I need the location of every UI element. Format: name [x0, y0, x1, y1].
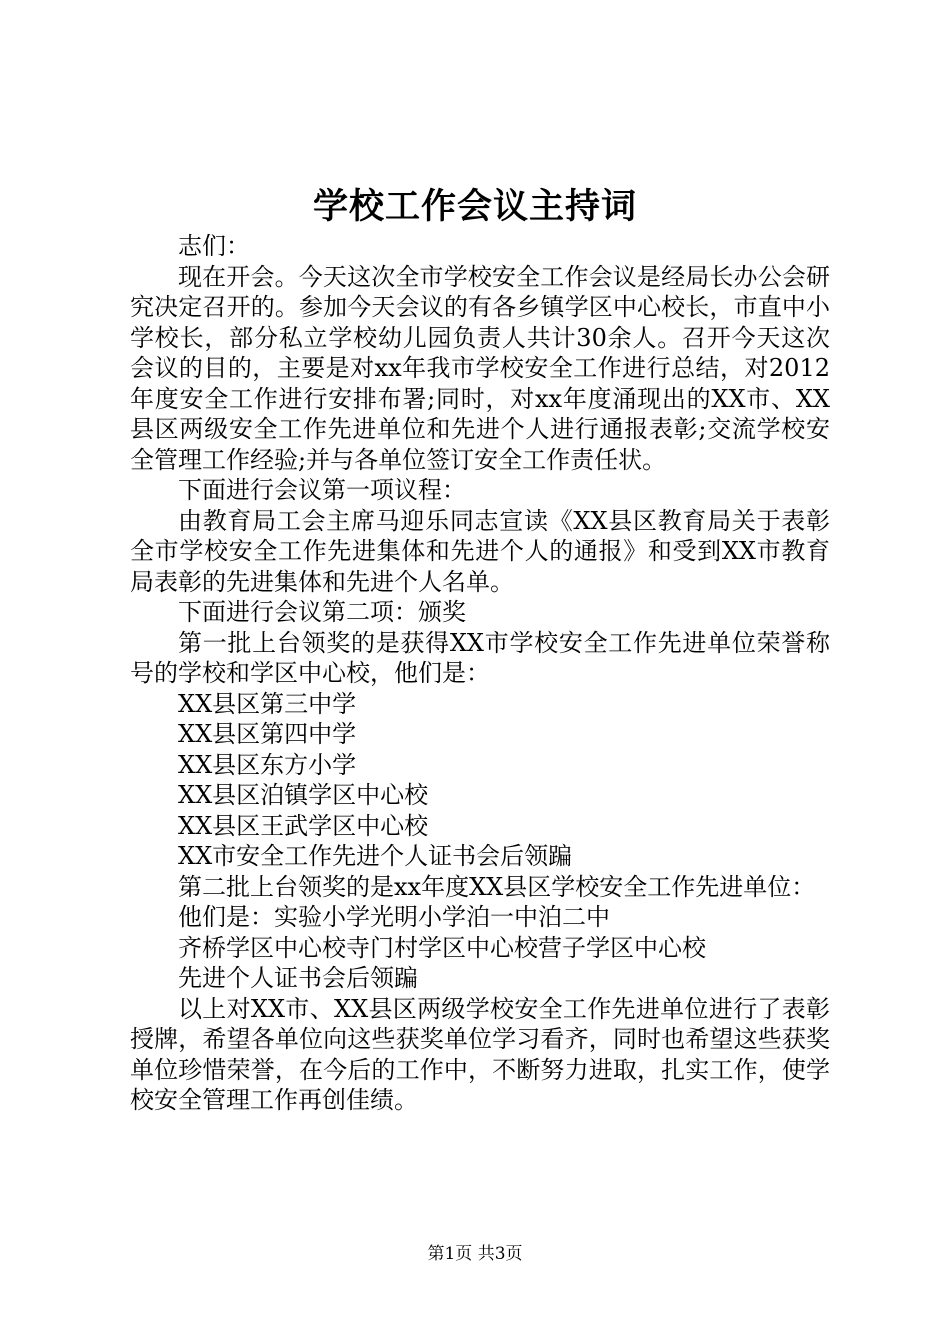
- list-item: 齐桥学区中心校寺门村学区中心校营子学区中心校: [178, 933, 706, 962]
- page-footer: 第1页 共3页: [427, 1244, 523, 1264]
- list-item: XX县区泊镇学区中心校: [178, 781, 429, 809]
- paragraph-first-batch: 第一批上台领奖的是获得XX市学校安全工作先进单位荣誉称号的学校和学区中心校，他们是：: [130, 628, 830, 687]
- list-item: XX县区第三中学: [178, 689, 357, 718]
- list-item: 他们是：实验小学光明小学泊一中泊二中: [178, 903, 610, 931]
- paragraph-second-batch: 第二批上台领奖的是xx年度XX县区学校安全工作先进单位：: [178, 872, 816, 901]
- document-body: [130, 231, 830, 1116]
- list-item: XX县区东方小学: [178, 750, 357, 779]
- paragraph-greeting: 志们：: [178, 232, 250, 260]
- paragraph-agenda-2: 下面进行会议第二项：颁奖: [178, 598, 466, 626]
- list-item: 先进个人证书会后领蹁: [178, 964, 418, 992]
- document-title: 学校工作会议主持词: [312, 186, 637, 227]
- paragraph-closing: 以上对XX市、XX县区两级学校安全工作先进单位进行了表彰授牌，希望各单位向这些获奖单位学习看齐，同时也希望这些获奖单位珍惜荣誉，在今后的工作中，不断努力进取，扎实工作，使学校安全管理工作再创佳绩。: [130, 994, 830, 1114]
- paragraph-opening: 现在开会。今天这次全市学校安全工作会议是经局长办公会研究决定召开的。参加今天会议的有各乡镇学区中心校长，市直中小学校长，部分私立学校幼儿园负责人共计30余人。召开今天这次会议的目的，主要是对xx年我市学校安全工作进行总结，对2012年度安全工作进行安排布署;同时，对xx年度涌现出的XX市、XX县区两级安全工作先进单位和先进个人进行通报表彰;交流学校安全管理工作经验;并与各单位签订安全工作责任状。: [130, 262, 830, 474]
- list-item: XX市安全工作先进个人证书会后领蹁: [178, 842, 573, 870]
- paragraph-agenda-1: 下面进行会议第一项议程：: [178, 476, 466, 504]
- paragraph-agenda-1-detail: 由教育局工会主席马迎乐同志宣读《XX县区教育局关于表彰全市学校安全工作先进集体和先进个人的通报》和受到XX市教育局表彰的先进集体和先进个人名单。: [130, 506, 830, 596]
- list-item: XX县区王武学区中心校: [178, 811, 429, 840]
- list-item: XX县区第四中学: [178, 720, 357, 748]
